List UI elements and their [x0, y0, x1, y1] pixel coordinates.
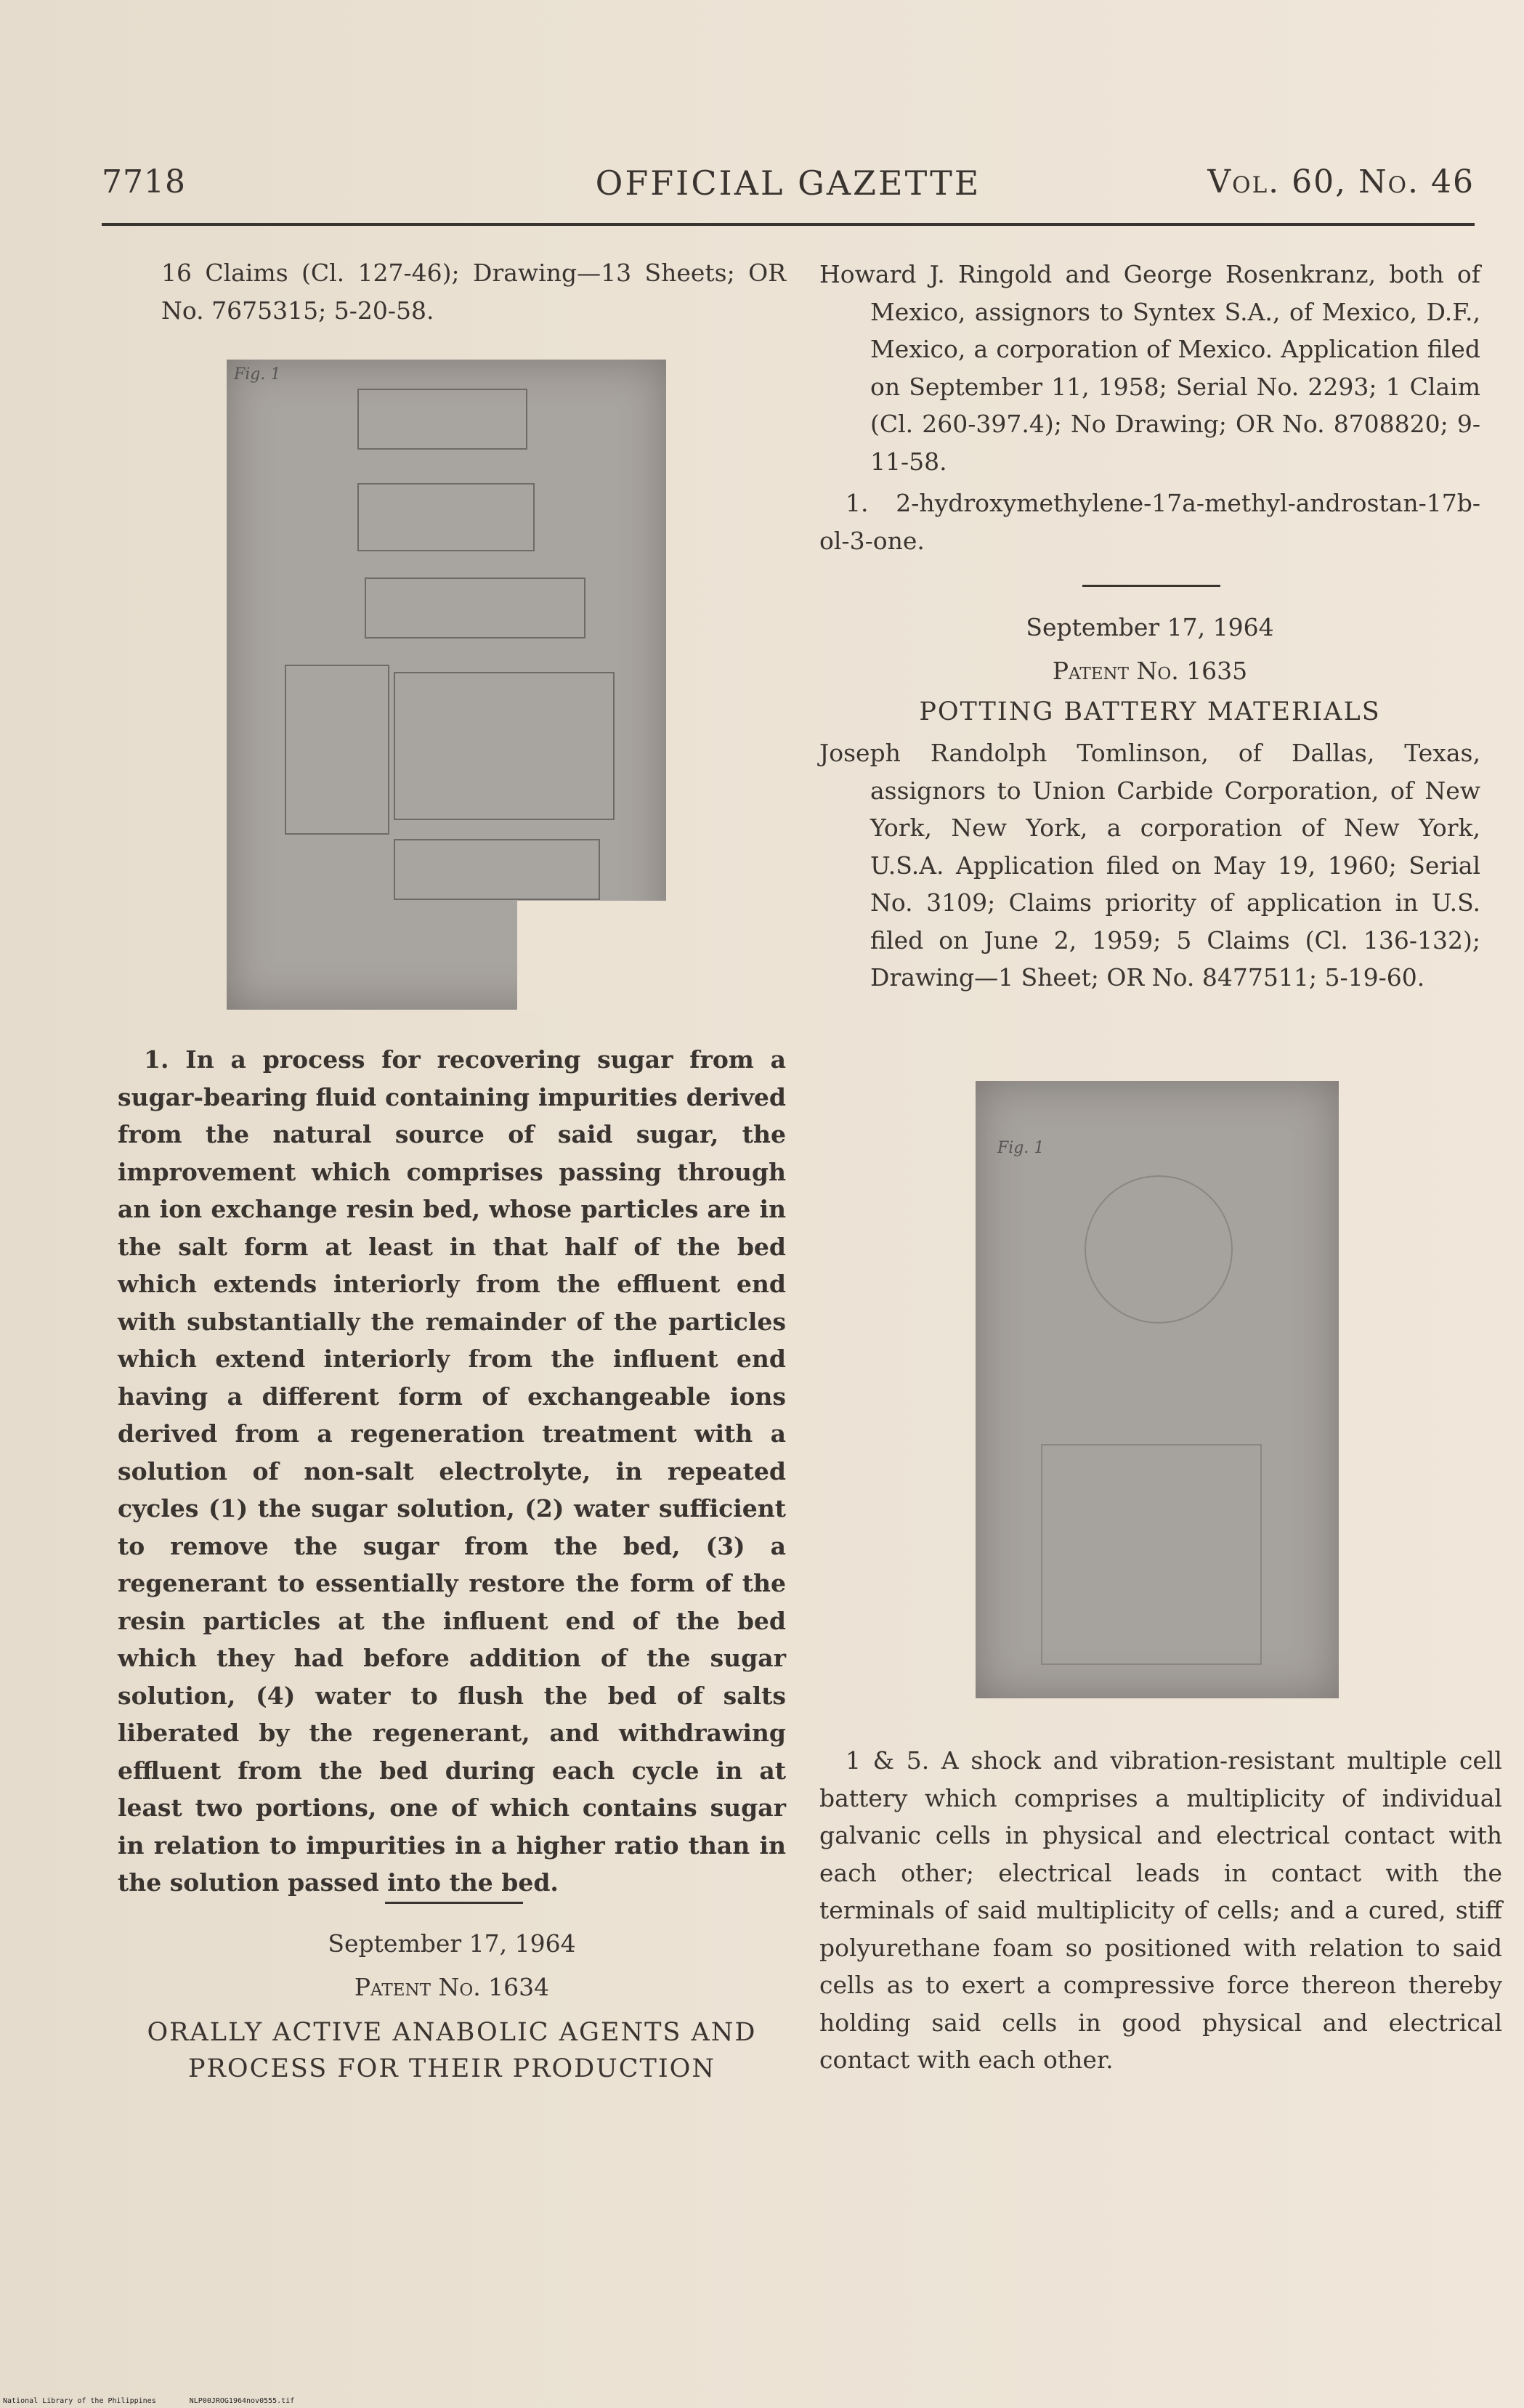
- sugar-process-drawing: [227, 360, 666, 1010]
- left-patent-number: Patent No. 1634: [354, 1972, 550, 2001]
- right-patent-title: POTTING BATTERY MATERIALS: [919, 697, 1381, 726]
- left-figure-label: Fig. 1: [234, 365, 281, 384]
- right-figure-label: Fig. 1: [997, 1139, 1045, 1157]
- figure-notch: [517, 901, 666, 1010]
- right-patent-number: Patent No. 1635: [1052, 656, 1248, 685]
- diagram-box: [357, 483, 535, 551]
- right-claim: [819, 1742, 1502, 2079]
- footer-library: National Library of the Philippines: [3, 2397, 156, 2405]
- left-meta-text: 16 Claims (Cl. 127-46); Drawing—13 Sheets; OR No. 7675315; 5-20-58.: [161, 259, 786, 325]
- diagram-box: [394, 839, 600, 900]
- left-top-meta: [161, 254, 786, 329]
- diagram-box: [365, 577, 585, 639]
- right-claim1: 1. 2-hydroxymethylene-17a-methyl-androstan-17b-ol-3-one.: [819, 489, 1480, 555]
- left-patent-heading: [118, 1925, 786, 2087]
- right-claim-text: 1 & 5. A shock and vibration-resistant multiple cell battery which comprises a multiplicity of individual galvanic cells in physical and electrical contact with each other; electrical leads in contact with the terminals of said multiplicity of cells; and a cured, stiff polyurethane foam so positioned with relation to said cells as to exert a compressive force thereon thereby holding said cells in good physical and electrical contact with each other.: [819, 1746, 1502, 2074]
- left-section-rule: [385, 1902, 523, 1904]
- left-claim-text: 1. In a process for recovering sugar from a sugar-bearing fluid containing impurities derived from the natural source of said sugar, the improvement which comprises passing through an ion exchange resin bed, whose particles are in the salt form at least in that half of the bed which extends interiorly from the effluent end with substantially the remainder of the particles which extend interiorly from the influent end having a different form of exchangeable ions derived from a regeneration treatment with a solution of non-salt electrolyte, in repeated cycles (1) the sugar solution, (2) water sufficient to remove the sugar from the bed, (3) a regenerant to essentially restore the form of the resin particles at the influent end of the bed which they had before addition of the sugar solution, (4) water to flush the bed of salts liberated by the regenerant, and withdrawing effluent from the bed during each cycle in at least two portions, one of which contains sugar in relation to impurities in a higher ratio than in the solution passed into the bed.: [118, 1045, 786, 1897]
- header-rule: [102, 223, 1475, 226]
- right-inventor: Joseph Randolph Tomlinson, of Dallas, Texas, assignors to Union Carbide Corporation, of New York, New York, a corporation of New York, U.S.A. Application filed on May 19, 1960; Serial No. 3109; Claims priority of application in U.S. filed on June 2, 1959; 5 Claims (Cl. 136-132); Drawing—1 Sheet; OR No. 8477511; 5-19-60.: [819, 739, 1480, 992]
- diagram-box: [357, 389, 527, 450]
- page-header: [102, 163, 1475, 207]
- diagram-shape: [1085, 1175, 1233, 1323]
- right-inventors: Howard J. Ringold and George Rosenkranz, both of Mexico, assignors to Syntex S.A., of Mexico, D.F., Mexico, a corporation of Mexico. Application filed on September 11, 1958; Serial No. 2293; 1 Claim (Cl. 260-397.4); No Drawing; OR No. 8708820; 9-11-58.: [819, 260, 1480, 476]
- right-patent-heading: [819, 609, 1480, 997]
- left-patent-date: September 17, 1964: [328, 1929, 576, 1958]
- diagram-shape: [1041, 1444, 1262, 1665]
- left-patent-title-line1: ORALLY ACTIVE ANABOLIC AGENTS AND: [147, 2018, 757, 2047]
- diagram-box: [285, 665, 389, 835]
- right-patent-date: September 17, 1964: [1026, 613, 1274, 641]
- volume-number: Vol. 60, No. 46: [1207, 163, 1475, 200]
- battery-drawing: [976, 1081, 1339, 1698]
- right-top-entry: [819, 256, 1480, 559]
- diagram-box: [394, 672, 615, 820]
- left-patent-title-line2: PROCESS FOR THEIR PRODUCTION: [188, 2054, 716, 2083]
- page-number: 7718: [102, 163, 186, 200]
- footer-file: NLP00JROG1964nov0555.tif: [189, 2397, 295, 2405]
- right-section-rule: [1082, 585, 1220, 587]
- publication-title: OFFICIAL GAZETTE: [595, 163, 981, 203]
- left-claim: [118, 1041, 786, 1902]
- scan-footer: [3, 2397, 294, 2405]
